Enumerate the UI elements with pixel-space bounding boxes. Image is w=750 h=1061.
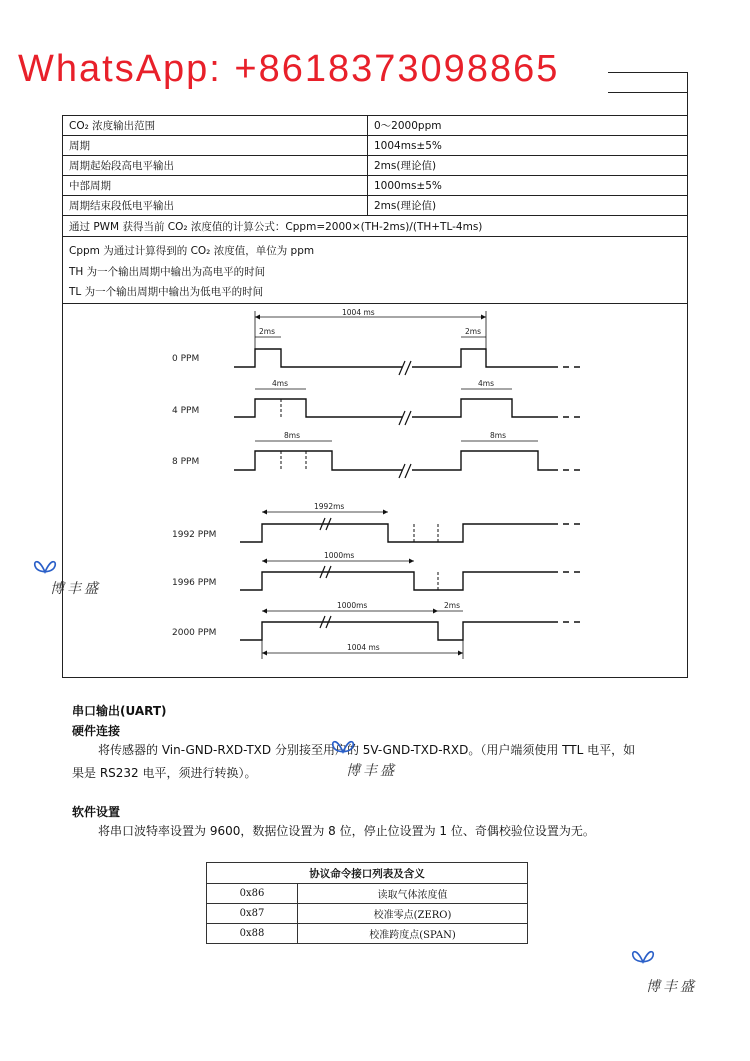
waveform-4ppm [234,399,402,417]
dim-label: 1000ms [324,551,355,560]
dim-label: 2ms [259,327,275,336]
dim-label: 1000ms [337,601,368,610]
spec-row [63,156,688,176]
waveform-8ppm [234,451,402,470]
waveform-0ppm-b [412,349,552,367]
row-label: 1996 PPM [172,578,217,588]
spec-label: CO₂ 浓度输出范围 [63,116,368,136]
spec-label: 中部周期 [63,176,368,196]
command-meaning: 校准零点(ZERO) [298,904,528,924]
row-label: 1992 PPM [172,530,217,540]
spec-row [63,176,688,196]
dim-label: 8ms [490,431,506,440]
logo-text: 博丰盛 [646,979,697,995]
butterfly-icon [328,732,358,756]
waveform-0ppm [234,349,402,367]
row-label: 8 PPM [172,457,200,467]
spec-value: 2ms(理论值) [368,156,688,176]
table-row [207,884,528,904]
dim-label: 1004 ms [342,308,375,317]
waveform-1996ppm [240,572,552,590]
spec-row [63,136,688,156]
waveform-8ppm-b [412,451,552,470]
command-table-header [207,863,528,884]
spec-label: 周期 [63,136,368,156]
spec-value: 2ms(理论值) [368,196,688,216]
dim-label: 1992ms [314,502,345,511]
command-code: 0x87 [207,904,298,924]
command-meaning: 校准跨度点(SPAN) [298,924,528,944]
uart-title: 串口输出(UART) [72,704,167,718]
logo-watermark [628,942,697,996]
row-label: 2000 PPM [172,628,217,638]
spec-value: 0～2000ppm [368,116,688,136]
command-table [206,862,528,944]
header-rule-mid [608,92,688,93]
note-th: TH 为一个输出周期中输出为高电平的时间 [69,265,266,278]
pwm-formula: 通过 PWM 获得当前 CO₂ 浓度值的计算公式：Cppm=2000×(TH-2ms)/(TH+TL-4ms) [63,216,688,237]
logo-watermark [30,552,101,598]
logo-watermark [328,732,397,780]
command-table-title: 协议命令接口列表及含义 [207,863,528,884]
waveform-1992ppm [240,524,552,542]
command-meaning: 读取气体浓度值 [298,884,528,904]
butterfly-icon [628,942,658,966]
spec-value: 1004ms±5% [368,136,688,156]
spec-value: 1000ms±5% [368,176,688,196]
spec-label: 周期起始段高电平输出 [63,156,368,176]
header-rule-vertical [687,72,688,116]
note-cppm: Cppm 为通过计算得到的 CO₂ 浓度值，单位为 ppm [69,245,315,257]
row-label: 4 PPM [172,406,200,416]
hardware-text-1: 将传感器的 Vin-GND-RXD-TXD 分别接至用户的 5V-GND-TXD-RXD。（用户端须使用 TTL 电平，如 [98,743,636,757]
row-label: 0 PPM [172,354,200,364]
formula-notes [63,237,688,304]
table-row [207,904,528,924]
spec-row [63,196,688,216]
pwm-timing-diagram [62,297,688,669]
header-rule-top [608,72,688,73]
command-code: 0x86 [207,884,298,904]
hardware-text-2: 果是 RS232 电平，须进行转换）。 [72,766,257,780]
dim-label: 4ms [272,379,288,388]
logo-text: 博丰盛 [50,581,101,597]
spec-row [63,116,688,136]
dim-label: 1004 ms [347,643,380,652]
hardware-title: 硬件连接 [72,724,121,738]
logo-text: 博丰盛 [346,763,397,779]
waveform-2000ppm [240,622,552,640]
spec-label: 周期结束段低电平输出 [63,196,368,216]
software-text: 将串口波特率设置为 9600，数据位设置为 8 位，停止位设置为 1 位、奇偶校验位设置为无。 [98,824,595,838]
software-title: 软件设置 [72,805,121,819]
dim-label: 2ms [465,327,481,336]
butterfly-icon [30,552,60,576]
dim-label: 4ms [478,379,494,388]
command-code: 0x88 [207,924,298,944]
note-tl: TL 为一个输出周期中输出为低电平的时间 [69,286,264,298]
waveform-4ppm-b [412,399,552,417]
formula-row [63,216,688,237]
dim-label: 2ms [444,601,460,610]
table-row [207,924,528,944]
notes-row [63,237,688,304]
whatsapp-watermark: WhatsApp: +8618373098865 [18,48,560,90]
dim-label: 8ms [284,431,300,440]
